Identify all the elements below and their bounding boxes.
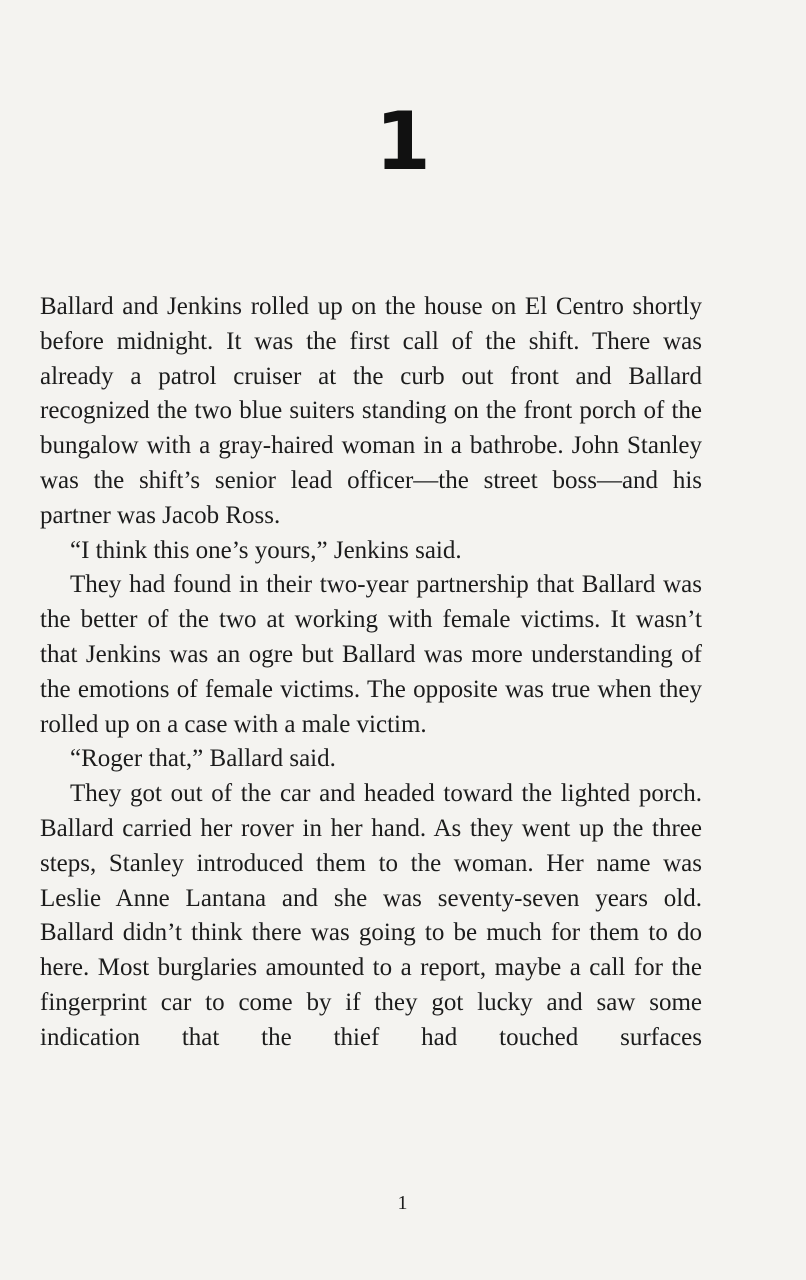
- paragraph: “Roger that,” Ballard said.: [70, 745, 336, 773]
- paragraph: “I think this one’s yours,” Jenkins said.: [70, 536, 462, 564]
- paragraph: Ballard and Jenkins rolled up on the house on El Centro shortly before midnight. It was the first call of the shift. There was already a patrol cruiser at the curb out front and Ballard recognized the two blue suiters standing on the front porch of the bungalow with a gray-haired woman in a bathrobe. John Stanley was the shift’s senior lead officer—the street boss—and his partner was Jacob Ross.: [40, 293, 702, 529]
- paragraph: They got out of the car and headed toward the lighted porch. Ballard carried her rover in her hand. As they went up the three steps, Stanley introduced them to the woman. Her name was Leslie Anne Lantana and she was seventy-seven years old. Ballard didn’t think there was going to be much for them to do here. Most burglaries amounted to a report, maybe a call for the fingerprint car to come by if they got lucky and saw some indication that the thief had touched surfaces: [40, 780, 702, 1051]
- paragraph: They had found in their two-year partnership that Ballard was the better of the two at working with female victims. It wasn’t that Jenkins was an ogre but Ballard was more understanding of the emotions of female victims. The opposite was true when they rolled up on a case with a male victim.: [40, 571, 702, 738]
- body-text: [40, 290, 702, 1056]
- chapter-number: 1: [375, 95, 431, 188]
- page-number: 1: [397, 1192, 409, 1214]
